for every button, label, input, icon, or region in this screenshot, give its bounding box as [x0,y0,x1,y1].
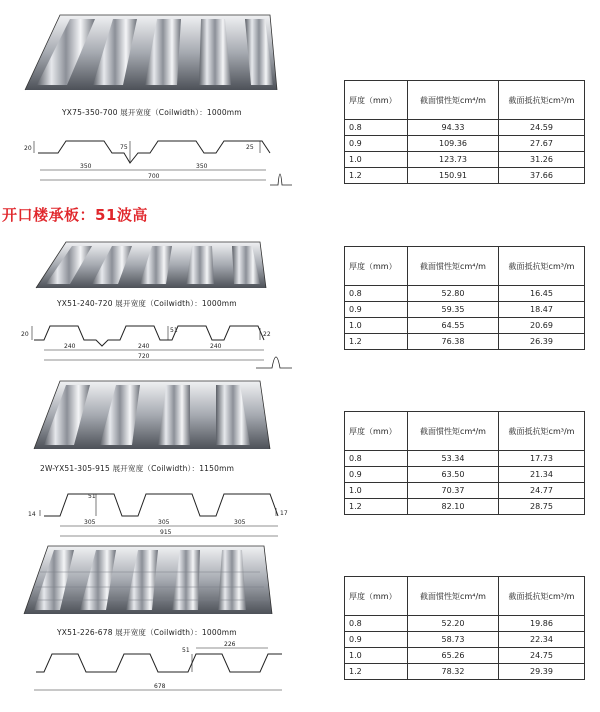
dim-h1: 20 [24,145,32,152]
cell-thickness: 0.8 [345,616,408,632]
spec-table-yx51-226 [344,576,585,680]
cell-resist: 31.26 [499,152,585,168]
profile-drawing-yx51-226 [24,640,299,705]
cell-inertia: 52.20 [408,616,499,632]
cell-thickness: 0.8 [345,451,408,467]
cell-resist: 24.75 [499,648,585,664]
header-resist: 截面抵抗矩cm³/m [499,247,585,286]
dim-w2: 240 [138,343,150,350]
dim-w2: 350 [196,163,208,170]
header-inertia: 截面惯性矩cm⁴/m [408,247,499,286]
dim-w1: 305 [84,519,96,526]
cell-thickness: 0.9 [345,467,408,483]
table-row [345,483,585,499]
product-caption: 2W-YX51-305-915 展开宽度（Coilwidth）：1150mm [40,464,235,473]
product-caption: YX51-240-720 展开宽度（Coilwidth）：1000mm [57,299,237,308]
cell-resist: 28.75 [499,499,585,515]
product-photo-yx75 [15,5,280,95]
cell-inertia: 82.10 [408,499,499,515]
cell-inertia: 52.80 [408,286,499,302]
cell-resist: 17.73 [499,451,585,467]
table-header-row [345,247,585,286]
dim-w3: 240 [210,343,222,350]
header-inertia: 截面惯性矩cm⁴/m [408,81,499,120]
cell-resist: 16.45 [499,286,585,302]
cell-thickness: 1.2 [345,664,408,680]
table-row [345,632,585,648]
product-photo-2w-yx51 [30,375,275,455]
dim-h1: 20 [21,331,29,338]
cell-thickness: 1.2 [345,499,408,515]
cell-thickness: 0.8 [345,120,408,136]
header-inertia: 截面惯性矩cm⁴/m [408,412,499,451]
cell-resist: 20.69 [499,318,585,334]
table-row [345,286,585,302]
dim-total: 700 [148,173,160,180]
cell-inertia: 58.73 [408,632,499,648]
cell-inertia: 70.37 [408,483,499,499]
dim-h3: 17 [280,510,288,517]
profile-drawing-2w-yx51 [24,484,294,544]
dim-w3: 305 [234,519,246,526]
product-photo-yx51-226 [20,542,275,620]
profile-drawing-yx75 [20,133,295,193]
cell-inertia: 65.26 [408,648,499,664]
table-header-row [345,81,585,120]
cell-thickness: 1.2 [345,334,408,350]
dim-w1: 226 [224,641,236,648]
header-resist: 截面抵抗矩cm³/m [499,81,585,120]
dim-h3: 22 [263,331,271,338]
product-caption: YX75-350-700 展开宽度（Coilwidth）：1000mm [62,108,242,117]
table-row [345,318,585,334]
dim-h2: 51 [170,327,178,334]
dim-w2: 305 [158,519,170,526]
spec-table-yx75 [344,80,585,184]
table-row [345,168,585,184]
header-thickness: 厚度（mm） [345,247,408,286]
spec-table-2w-yx51 [344,411,585,515]
cell-inertia: 109.36 [408,136,499,152]
header-thickness: 厚度（mm） [345,81,408,120]
cell-resist: 22.34 [499,632,585,648]
cell-inertia: 94.33 [408,120,499,136]
cell-inertia: 150.91 [408,168,499,184]
dim-w1: 240 [64,343,76,350]
cell-resist: 21.34 [499,467,585,483]
cell-resist: 24.77 [499,483,585,499]
product-caption: YX51-226-678 展开宽度（Coilwidth）：1000mm [57,628,237,637]
table-row [345,664,585,680]
cell-thickness: 1.0 [345,318,408,334]
cell-resist: 18.47 [499,302,585,318]
table-row [345,451,585,467]
cell-inertia: 64.55 [408,318,499,334]
cell-thickness: 0.8 [345,286,408,302]
product-photo-yx51-240 [30,236,270,292]
table-header-row [345,577,585,616]
dim-h2: 75 [120,144,128,151]
table-row [345,467,585,483]
cell-resist: 19.86 [499,616,585,632]
cell-thickness: 1.2 [345,168,408,184]
table-row [345,136,585,152]
dim-h2: 51 [88,493,96,500]
cell-resist: 27.67 [499,136,585,152]
table-row [345,334,585,350]
dim-h3: 25 [246,144,254,151]
cell-resist: 24.59 [499,120,585,136]
dim-h1: 14 [28,511,36,518]
table-row [345,616,585,632]
header-resist: 截面抵抗矩cm³/m [499,412,585,451]
cell-thickness: 1.0 [345,152,408,168]
dim-w1: 350 [80,163,92,170]
table-row [345,120,585,136]
header-thickness: 厚度（mm） [345,577,408,616]
cell-thickness: 1.0 [345,648,408,664]
spec-table-yx51-240 [344,246,585,350]
cell-inertia: 59.35 [408,302,499,318]
cell-resist: 37.66 [499,168,585,184]
cell-resist: 26.39 [499,334,585,350]
table-row [345,648,585,664]
header-resist: 截面抵抗矩cm³/m [499,577,585,616]
cell-resist: 29.39 [499,664,585,680]
profile-drawing-yx51-240 [20,318,295,373]
cell-thickness: 1.0 [345,483,408,499]
header-inertia: 截面惯性矩cm⁴/m [408,577,499,616]
header-thickness: 厚度（mm） [345,412,408,451]
cell-inertia: 76.38 [408,334,499,350]
dim-total: 915 [160,529,172,536]
cell-thickness: 0.9 [345,302,408,318]
table-row [345,499,585,515]
section-heading: 开口楼承板：51波高 [2,206,148,224]
cell-inertia: 123.73 [408,152,499,168]
dim-total: 720 [138,353,150,360]
dim-h2: 51 [182,647,190,654]
table-header-row [345,412,585,451]
table-row [345,152,585,168]
cell-thickness: 0.9 [345,136,408,152]
cell-inertia: 53.34 [408,451,499,467]
table-row [345,302,585,318]
cell-inertia: 78.32 [408,664,499,680]
dim-total: 678 [154,683,166,690]
cell-thickness: 0.9 [345,632,408,648]
cell-inertia: 63.50 [408,467,499,483]
